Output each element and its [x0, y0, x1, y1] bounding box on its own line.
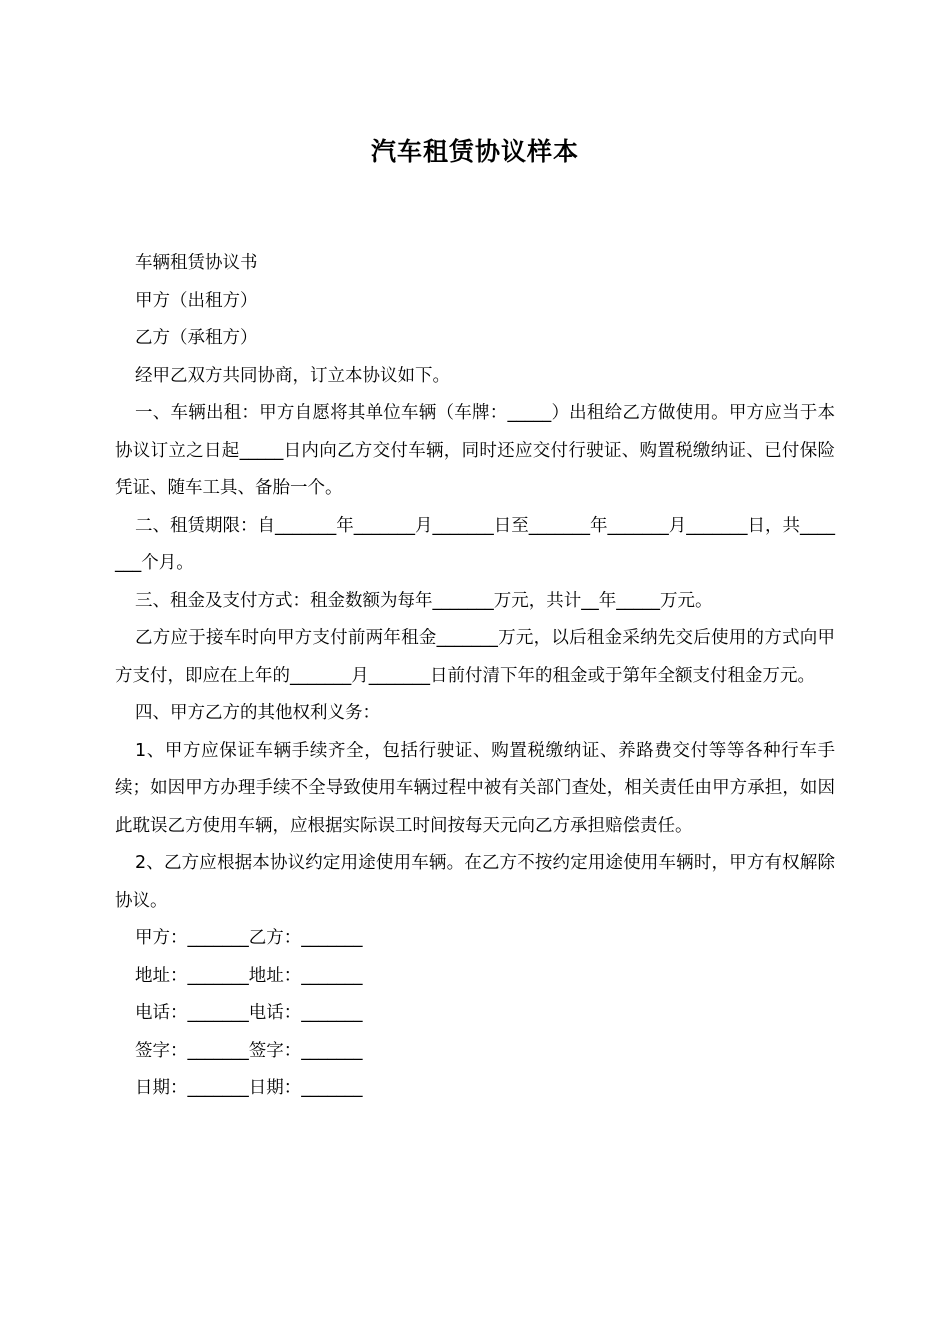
paragraph-item-1: 1、甲方应保证车辆手续齐全，包括行驶证、购置税缴纳证、养路费交付等等各种行车手续；如因甲方办理手续不全导致使用车辆过程中被有关部门查处，相关责任由甲方承担，如因此耽误乙方使用车辆，应根据实际误工时间按每天元向乙方承担赔偿责任。 [115, 740, 835, 836]
paragraph-intro: 经甲乙双方共同协商，订立本协议如下。 [135, 365, 450, 386]
signature-sign: 签字：_______签字：_______ [135, 1040, 363, 1061]
paragraph-party-a: 甲方（出租方） [135, 290, 258, 311]
paragraph-clause-3: 三、租金及支付方式：租金数额为每年_______万元，共计__年_____万元。 [135, 590, 713, 611]
paragraph-clause-1: 一、车辆出租：甲方自愿将其单位车辆（车牌：_____）出租给乙方做使用。甲方应当于本协议订立之日起_____日内向乙方交付车辆，同时还应交付行驶证、购置税缴纳证、已付保险凭证、随车工具、备胎一个。 [115, 403, 835, 498]
paragraph-item-2: 2、乙方应根据本协议约定用途使用车辆。在乙方不按约定用途使用车辆时，甲方有权解除协议。 [115, 853, 835, 911]
document-body [115, 245, 835, 1108]
paragraph-payment: 乙方应于接车时向甲方支付前两年租金_______万元，以后租金采纳先交后使用的方式向甲方支付，即应在上年的_______月_______日前付清下年的租金或于第年全额支付租金万元。 [115, 628, 835, 686]
paragraph-party-b: 乙方（承租方） [135, 328, 258, 348]
paragraph-clause-2: 二、租赁期限：自_______年_______月_______日至_______年_______月_______日，共_______个月。 [115, 515, 835, 573]
document-title: 汽车租赁协议样本 [370, 137, 579, 166]
signature-address: 地址：_______地址：_______ [135, 965, 363, 986]
signature-date: 日期：_______日期：_______ [135, 1078, 363, 1098]
paragraph-clause-4: 四、甲方乙方的其他权利义务： [135, 703, 380, 723]
paragraph-heading: 车辆租赁协议书 [135, 253, 258, 273]
signature-party: 甲方：_______乙方：_______ [135, 928, 363, 948]
signature-phone: 电话：_______电话：_______ [135, 1003, 363, 1023]
